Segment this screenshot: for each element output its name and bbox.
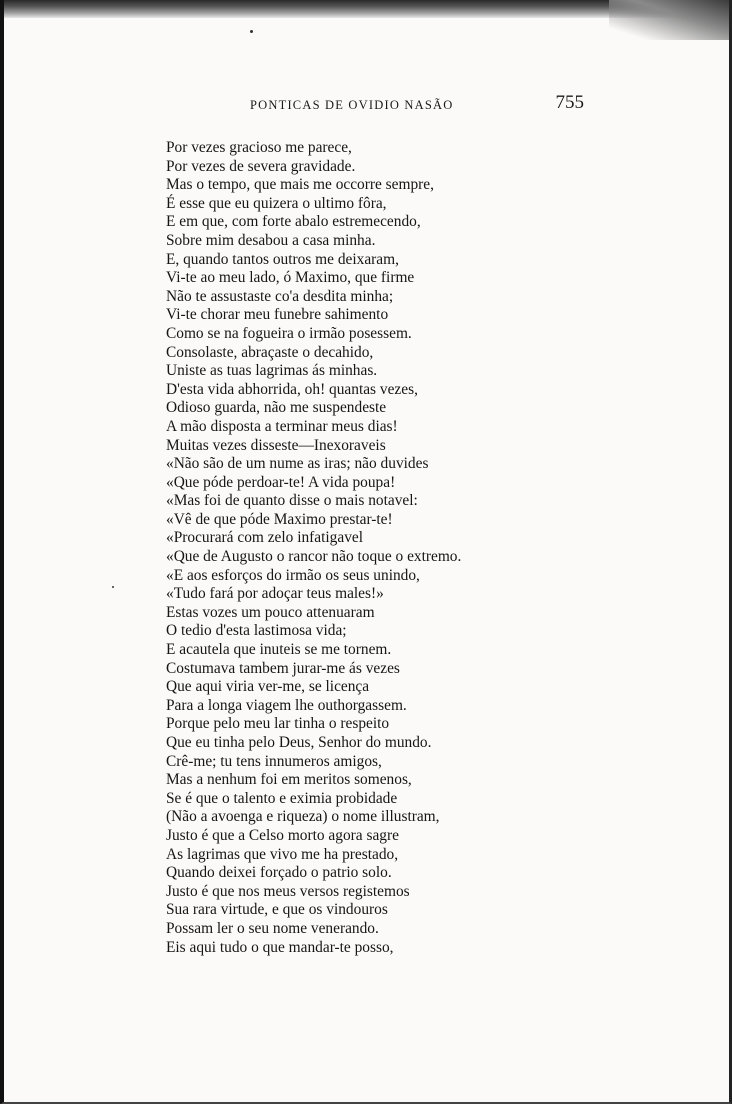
poem-line: As lagrimas que vivo me ha prestado, xyxy=(166,845,399,863)
poem-line: «Não são de um nume as iras; não duvides xyxy=(166,455,429,473)
poem-line: «Mas foi de quanto disse o mais notavel: xyxy=(166,492,418,510)
poem-line: Vi-te ao meu lado, ó Maximo, que firme xyxy=(166,269,415,287)
poem-line: E, quando tantos outros me deixaram, xyxy=(166,250,399,268)
poem-line: Costumava tambem jurar-me ás vezes xyxy=(166,659,400,677)
poem-line: Que eu tinha pelo Deus, Senhor do mundo. xyxy=(166,734,432,751)
page-header xyxy=(164,94,594,118)
poem-line: Porque pelo meu lar tinha o respeito xyxy=(166,715,390,733)
ink-speck xyxy=(250,30,253,33)
poem-line: Sua rara virtude, e que os vindouros xyxy=(166,901,388,919)
scan-shadow-corner xyxy=(609,0,729,40)
poem-line: Odioso guarda, não me suspendeste xyxy=(166,399,387,417)
poem-line: Possam ler o seu nome venerando. xyxy=(166,919,379,937)
ink-speck xyxy=(112,586,114,588)
poem-line: «Vê de que póde Maximo prestar-te! xyxy=(166,510,393,528)
poem-line: «Tudo fará por adoçar teus males!» xyxy=(166,585,384,603)
poem-line: Que aqui viria ver-me, se licença xyxy=(166,678,370,696)
poem-line: O tedio d'esta lastimosa vida; xyxy=(166,622,347,640)
running-head: PONTICAS DE OVIDIO NASÃO xyxy=(250,98,454,112)
poem-line: Estas vozes um pouco attenuaram xyxy=(166,603,375,621)
poem-line: A mão disposta a terminar meus dias! xyxy=(166,417,398,435)
poem-line: Justo é que a Celso morto agora sagre xyxy=(166,826,399,844)
poem-line: Crê-me; tu tens innumeros amigos, xyxy=(166,752,382,770)
poem-line: «E aos esforços do irmão os seus unindo, xyxy=(166,566,420,584)
poem-line: Sobre mim desabou a casa minha. xyxy=(166,231,376,249)
poem-line: Vi-te chorar meu funebre sahimento xyxy=(166,306,389,324)
poem-line: E acautela que inuteis se me tornem. xyxy=(166,641,392,659)
poem-line: Muitas vezes disseste—Inexoraveis xyxy=(166,436,386,454)
poem-line: «Que póde perdoar-te! A vida poupa! xyxy=(166,473,396,491)
poem-line: Consolaste, abraçaste o decahido, xyxy=(166,343,374,361)
poem-line: Uniste as tuas lagrimas ás minhas. xyxy=(166,362,378,380)
poem-line: Por vezes gracioso me parece, xyxy=(166,139,352,156)
poem-line: «Que de Augusto o rancor não toque o extremo. xyxy=(166,548,462,566)
poem-line: Quando deixei forçado o patrio solo. xyxy=(166,864,392,882)
poem-line: Mas o tempo, que mais me occorre sempre, xyxy=(166,176,434,194)
poem-line: É esse que eu quizera o ultimo fôra, xyxy=(166,194,387,212)
poem-line: Mas a nenhum foi em meritos somenos, xyxy=(166,771,412,789)
poem-line: Justo é que nos meus versos registemos xyxy=(166,882,410,900)
poem-line: E em que, com forte abalo estremecendo, xyxy=(166,213,421,231)
poem-line: «Procurará com zelo infatigavel xyxy=(166,529,363,547)
poem-line: Eis aqui tudo o que mandar-te posso, xyxy=(166,938,394,956)
poem-text xyxy=(166,139,586,957)
poem-line: Se é que o talento e eximia probidade xyxy=(166,789,398,807)
page-number: 755 xyxy=(555,92,584,113)
poem-line: D'esta vida abhorrida, oh! quantas vezes, xyxy=(166,380,418,398)
poem-line: Como se na fogueira o irmão posessem. xyxy=(166,324,412,342)
poem-line: (Não a avoenga e riqueza) o nome illustram, xyxy=(166,808,440,826)
poem-line: Por vezes de severa gravidade. xyxy=(166,157,356,175)
poem-line: Para a longa viagem lhe outhorgassem. xyxy=(166,696,407,714)
poem-line: Não te assustaste co'a desdita minha; xyxy=(166,287,394,305)
